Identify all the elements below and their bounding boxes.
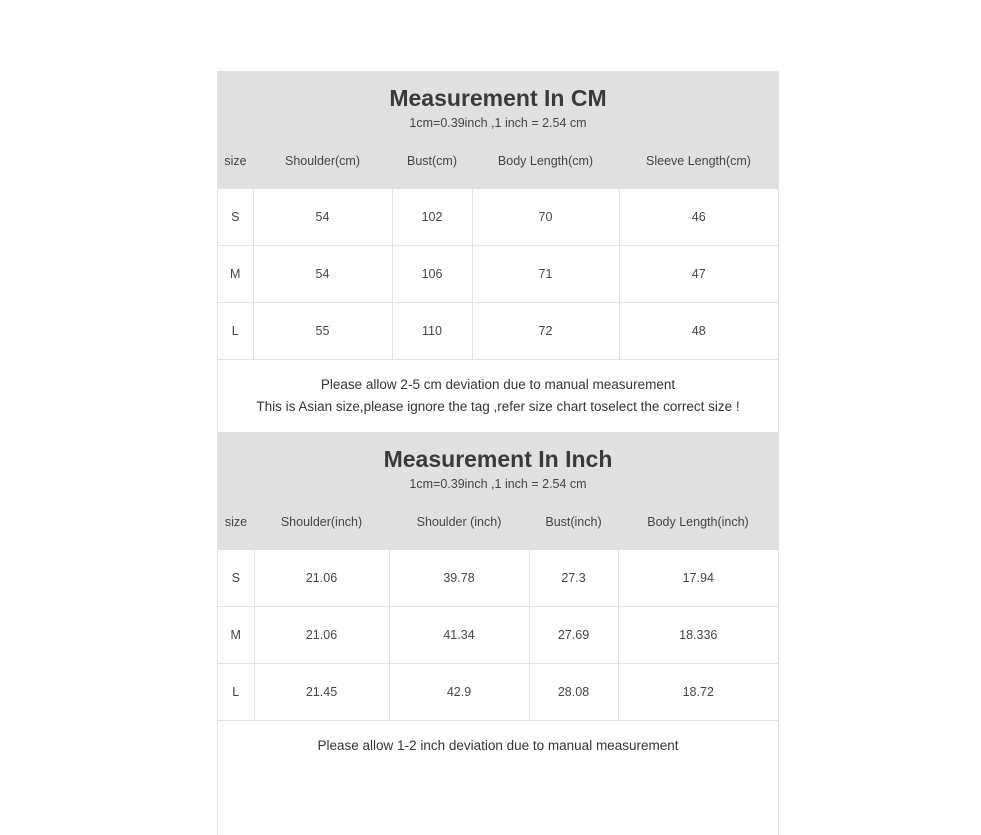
table-cell: 106 (392, 246, 472, 303)
table-cell: 72 (472, 303, 619, 360)
inch-header-row (218, 493, 778, 550)
table-cell: 102 (392, 189, 472, 246)
cm-note-line-2: This is Asian size,please ignore the tag ,refer size chart toselect the correct size ! (256, 399, 740, 414)
table-cell: 17.94 (618, 550, 778, 607)
table-cell: 48 (619, 303, 778, 360)
table-cell: 39.78 (389, 550, 529, 607)
inch-note-line-1: Please allow 1-2 inch deviation due to manual measurement (317, 738, 679, 753)
table-cell: S (218, 550, 254, 607)
table-cell: 21.06 (254, 550, 389, 607)
table-cell: 54 (253, 246, 392, 303)
table-row (218, 664, 778, 721)
cm-deviation-note (218, 360, 778, 432)
cm-header-row (218, 132, 778, 189)
table-cell: 71 (472, 246, 619, 303)
table-cell: 70 (472, 189, 619, 246)
column-header: Shoulder (inch) (389, 493, 529, 550)
cm-note-line-1: Please allow 2-5 cm deviation due to manual measurement (320, 377, 676, 392)
table-cell: 27.3 (529, 550, 618, 607)
column-header: size (218, 132, 253, 189)
size-chart-sheet (217, 71, 779, 835)
table-cell: M (218, 607, 254, 664)
table-cell: 18.336 (618, 607, 778, 664)
table-cell: 21.06 (254, 607, 389, 664)
table-cell: 110 (392, 303, 472, 360)
table-cell: 41.34 (389, 607, 529, 664)
table-cell: 46 (619, 189, 778, 246)
table-cell: 18.72 (618, 664, 778, 721)
column-header: Bust(inch) (529, 493, 618, 550)
table-row (218, 550, 778, 607)
table-cell: 54 (253, 189, 392, 246)
table-cell: S (218, 189, 253, 246)
inch-header-block (218, 432, 778, 493)
column-header: Body Length(inch) (618, 493, 778, 550)
inch-deviation-note (218, 721, 778, 769)
table-cell: 42.9 (389, 664, 529, 721)
table-row (218, 607, 778, 664)
table-row (218, 303, 778, 360)
inch-title: Measurement In Inch (383, 446, 613, 472)
column-header: Body Length(cm) (472, 132, 619, 189)
table-cell: 55 (253, 303, 392, 360)
cm-conversion: 1cm=0.39inch ,1 inch = 2.54 cm (409, 116, 587, 130)
column-header: Shoulder(inch) (254, 493, 389, 550)
column-header: Shoulder(cm) (253, 132, 392, 189)
cm-header-block (218, 71, 778, 132)
table-cell: 47 (619, 246, 778, 303)
column-header: Sleeve Length(cm) (619, 132, 778, 189)
inch-size-table (218, 493, 778, 721)
table-cell: 28.08 (529, 664, 618, 721)
table-cell: L (218, 664, 254, 721)
cm-title: Measurement In CM (389, 85, 607, 111)
table-cell: M (218, 246, 253, 303)
inch-conversion: 1cm=0.39inch ,1 inch = 2.54 cm (409, 477, 587, 491)
column-header: size (218, 493, 254, 550)
table-row (218, 189, 778, 246)
table-cell: 27.69 (529, 607, 618, 664)
table-cell: 21.45 (254, 664, 389, 721)
column-header: Bust(cm) (392, 132, 472, 189)
table-cell: L (218, 303, 253, 360)
table-row (218, 246, 778, 303)
cm-size-table (218, 132, 778, 360)
